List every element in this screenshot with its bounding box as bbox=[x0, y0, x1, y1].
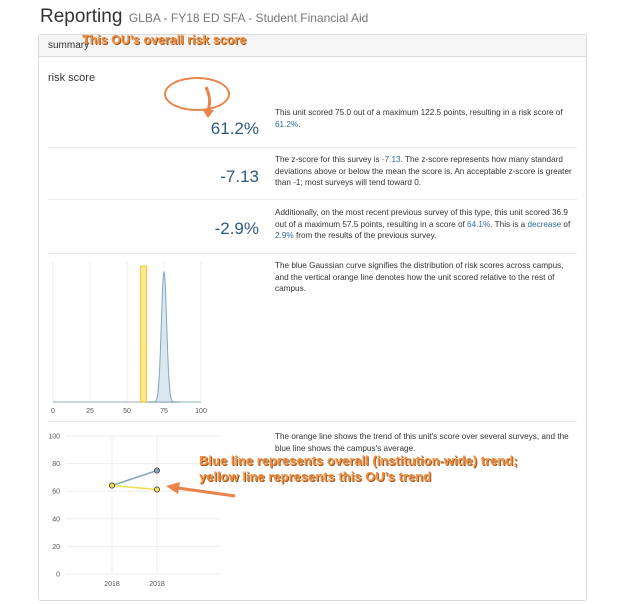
gaussian-description: The blue Gaussian curve signifies the distribution of risk scores across campus, and the vertical orange line denotes how the unit scored relative to the rest of campus. bbox=[275, 261, 564, 293]
z-score-description bbox=[275, 154, 577, 189]
x-tick-label: 2018 bbox=[104, 581, 120, 588]
trend-data-point bbox=[109, 483, 114, 488]
x-tick-label: 100 bbox=[195, 408, 207, 415]
summary-panel-header: summary bbox=[39, 35, 586, 57]
campus-distribution-curve bbox=[148, 272, 180, 402]
risk-distribution-chart bbox=[45, 258, 215, 418]
y-tick-label: 40 bbox=[52, 516, 60, 524]
row-divider bbox=[48, 199, 577, 200]
risk-desc-highlight: 61.2% bbox=[275, 119, 299, 129]
score-change-description bbox=[275, 207, 577, 242]
x-tick-label: 0 bbox=[51, 408, 55, 415]
y-tick-label: 60 bbox=[52, 488, 60, 496]
x-tick-label: 2018 bbox=[149, 581, 165, 588]
page-subtitle: GLBA - FY18 ED SFA - Student Financial Aid bbox=[128, 11, 369, 25]
trend-series-line bbox=[112, 486, 157, 490]
trend-description: The orange line shows the trend of this unit's score over several surveys, and the blue line shows the campus's average. bbox=[275, 432, 569, 453]
change-desc-text: Additionally, on the most recent previous survey of this type, this unit scored 36.9 out of a maximum 57.5 points, resulting in a score of bbox=[275, 208, 568, 229]
risk-score-value: 61.2% bbox=[210, 119, 259, 138]
page-title bbox=[40, 6, 368, 28]
annotation-trend: Blue line represents overall (institution-wide) trend; yellow line represents this OU’s trend bbox=[199, 453, 518, 484]
page-title-main: Reporting bbox=[40, 6, 123, 27]
y-tick-label: 80 bbox=[52, 461, 60, 469]
change-desc-delta: 2.9% bbox=[275, 231, 294, 240]
trend-series-line bbox=[112, 471, 157, 486]
y-tick-label: 20 bbox=[52, 543, 60, 551]
x-tick-label: 50 bbox=[123, 408, 131, 415]
trend-data-point bbox=[154, 468, 159, 473]
risk-score-label: risk score bbox=[48, 72, 96, 84]
x-tick-label: 25 bbox=[86, 408, 94, 415]
risk-score-description bbox=[275, 107, 577, 130]
score-change-value: -2.9% bbox=[214, 219, 259, 238]
change-desc-previous-score: 64.1% bbox=[467, 219, 491, 229]
trend-data-point bbox=[154, 487, 159, 492]
change-desc-text: of bbox=[561, 219, 571, 229]
row-divider bbox=[48, 253, 577, 254]
risk-desc-text: This unit scored 75.0 out of a maximum 122.5 points, resulting in a risk score of bbox=[275, 108, 563, 117]
y-tick-label: 0 bbox=[56, 571, 60, 579]
annotation-risk-score: This OU’s overall risk score bbox=[82, 33, 247, 47]
annotation-arrow-bottom bbox=[160, 482, 240, 512]
x-tick-label: 75 bbox=[160, 408, 168, 415]
row-divider bbox=[48, 421, 577, 422]
z-desc-text: The z-score for this survey is bbox=[275, 155, 382, 164]
change-desc-direction: decrease bbox=[527, 219, 562, 229]
change-desc-text: . This is a bbox=[490, 219, 528, 229]
annotation-arrow-top bbox=[190, 82, 220, 122]
z-desc-end: . The z-score represents how many standard deviations above or below the mean the score is. An acceptable z-score is greater than -1; most surveys will tend toward 0. bbox=[275, 155, 572, 187]
z-desc-highlight: -7.13 bbox=[381, 155, 401, 164]
risk-desc-end: . bbox=[298, 119, 301, 129]
change-desc-end: from the results of the previous survey. bbox=[293, 231, 437, 240]
z-score-value: -7.13 bbox=[220, 167, 259, 186]
row-divider bbox=[48, 147, 577, 148]
y-tick-label: 100 bbox=[48, 433, 60, 441]
unit-score-marker bbox=[141, 266, 147, 402]
